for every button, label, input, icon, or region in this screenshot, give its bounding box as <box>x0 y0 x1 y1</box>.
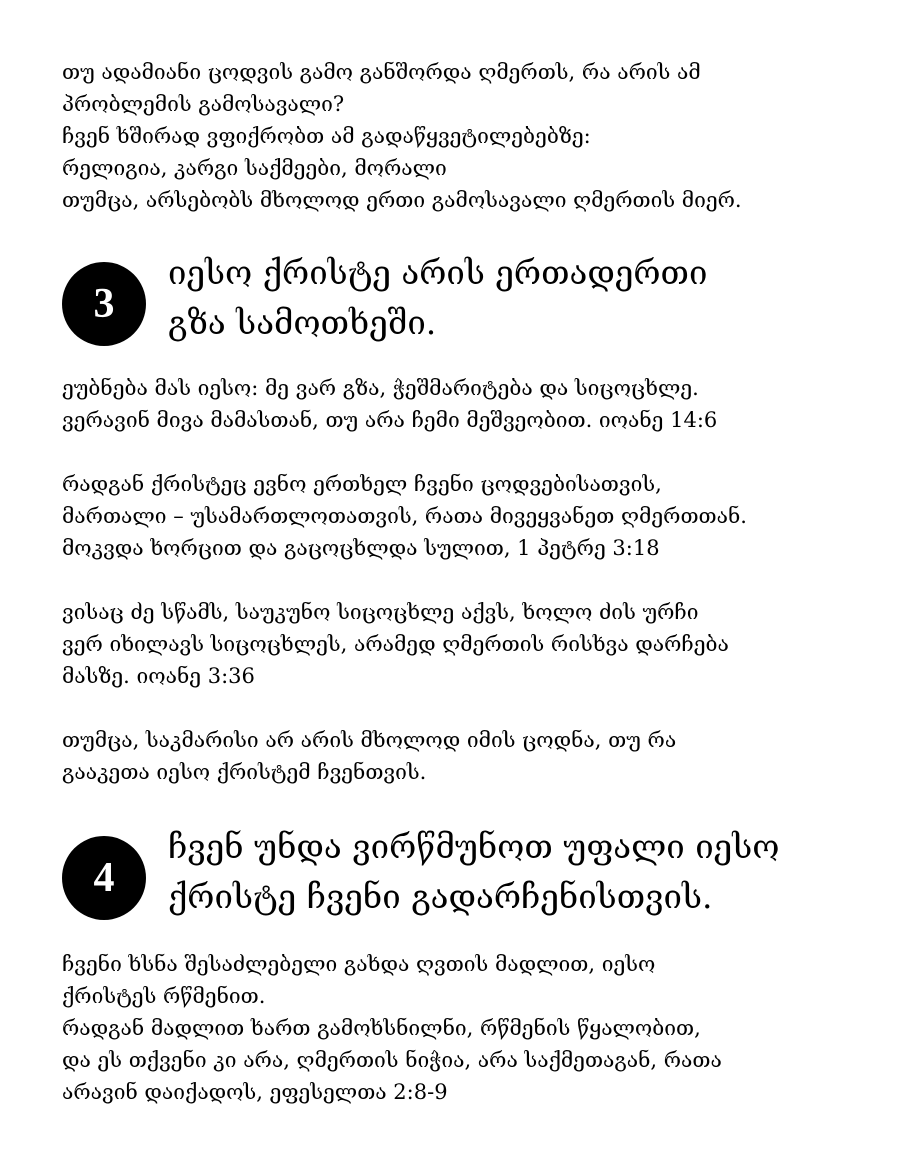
heading-line: ჩვენ უნდა ვირწმუნოთ უფალი იესო <box>168 827 780 866</box>
section-3-paragraph-2 <box>62 468 862 564</box>
section-3-paragraph-3 <box>62 596 862 692</box>
text-line: პრობლემის გამოსავალი? <box>62 92 345 116</box>
section-number: 3 <box>93 281 115 327</box>
section-3-header <box>62 242 862 352</box>
text-line: ქრისტეს რწმენით. <box>62 984 266 1008</box>
section-number-badge <box>62 836 146 920</box>
section-heading <box>168 822 779 922</box>
text-line: თუმცა, არსებობს მხოლოდ ერთი გამოსავალი ღმერთის მიერ. <box>62 188 742 212</box>
text-line: თუმცა, საკმარისი არ არის მხოლოდ იმის ცოდნა, თუ რა <box>62 728 677 752</box>
text-line: ჩვენ ხშირად ვფიქრობთ ამ გადაწყვეტილებებზე: <box>62 124 591 148</box>
text-line: რადგან ქრისტეც ევნო ერთხელ ჩვენი ცოდვებისათვის, <box>62 472 662 496</box>
text-line: თუ ადამიანი ცოდვის გამო განშორდა ღმერთს, რა არის ამ <box>62 60 701 84</box>
section-3-paragraph-1 <box>62 372 862 436</box>
section-4-header <box>62 816 862 926</box>
text-line: რადგან მადლით ხართ გამოხსნილნი, რწმენის წყალობით, <box>62 1016 701 1040</box>
text-line: ვერავინ მივა მამასთან, თუ არა ჩემი მეშვეობით. იოანე 14:6 <box>62 408 718 432</box>
heading-line: ქრისტე ჩვენი გადარჩენისთვის. <box>168 877 713 916</box>
text-line: ეუბნება მას იესო: მე ვარ გზა, ჭეშმარიტება და სიცოცხლე. <box>62 376 699 400</box>
text-line: მართალი – უსამართლოთათვის, რათა მივეყვანეთ ღმერთთან. <box>62 504 747 528</box>
section-4-paragraph-1 <box>62 948 862 1108</box>
text-line: ჩვენი ხსნა შესაძლებელი გახდა ღვთის მადლით, იესო <box>62 952 656 976</box>
text-line: ვისაც ძე სწამს, საუკუნო სიცოცხლე აქვს, ხოლო ძის ურჩი <box>62 600 699 624</box>
heading-line: იესო ქრისტე არის ერთადერთი <box>168 253 708 292</box>
section-number: 4 <box>93 855 115 901</box>
intro-paragraph <box>62 56 862 216</box>
text-line: ვერ იხილავს სიცოცხლეს, არამედ ღმერთის რისხვა დარჩება <box>62 632 729 656</box>
section-number-badge <box>62 262 146 346</box>
text-line: არავინ დაიქადოს, ეფესელთა 2:8-9 <box>62 1080 448 1104</box>
text-line: და ეს თქვენი კი არა, ღმერთის ნიჭია, არა საქმეთაგან, რათა <box>62 1048 722 1072</box>
text-line: მოკვდა ხორცით და გაცოცხლდა სულით, 1 პეტრე 3:18 <box>62 536 660 560</box>
text-line: რელიგია, კარგი საქმეები, მორალი <box>62 156 447 180</box>
section-3-paragraph-4 <box>62 724 862 788</box>
heading-line: გზა სამოთხეში. <box>168 303 437 342</box>
document-page <box>62 56 862 1108</box>
section-heading <box>168 248 707 348</box>
text-line: მასზე. იოანე 3:36 <box>62 664 255 688</box>
text-line: გააკეთა იესო ქრისტემ ჩვენთვის. <box>62 760 427 784</box>
